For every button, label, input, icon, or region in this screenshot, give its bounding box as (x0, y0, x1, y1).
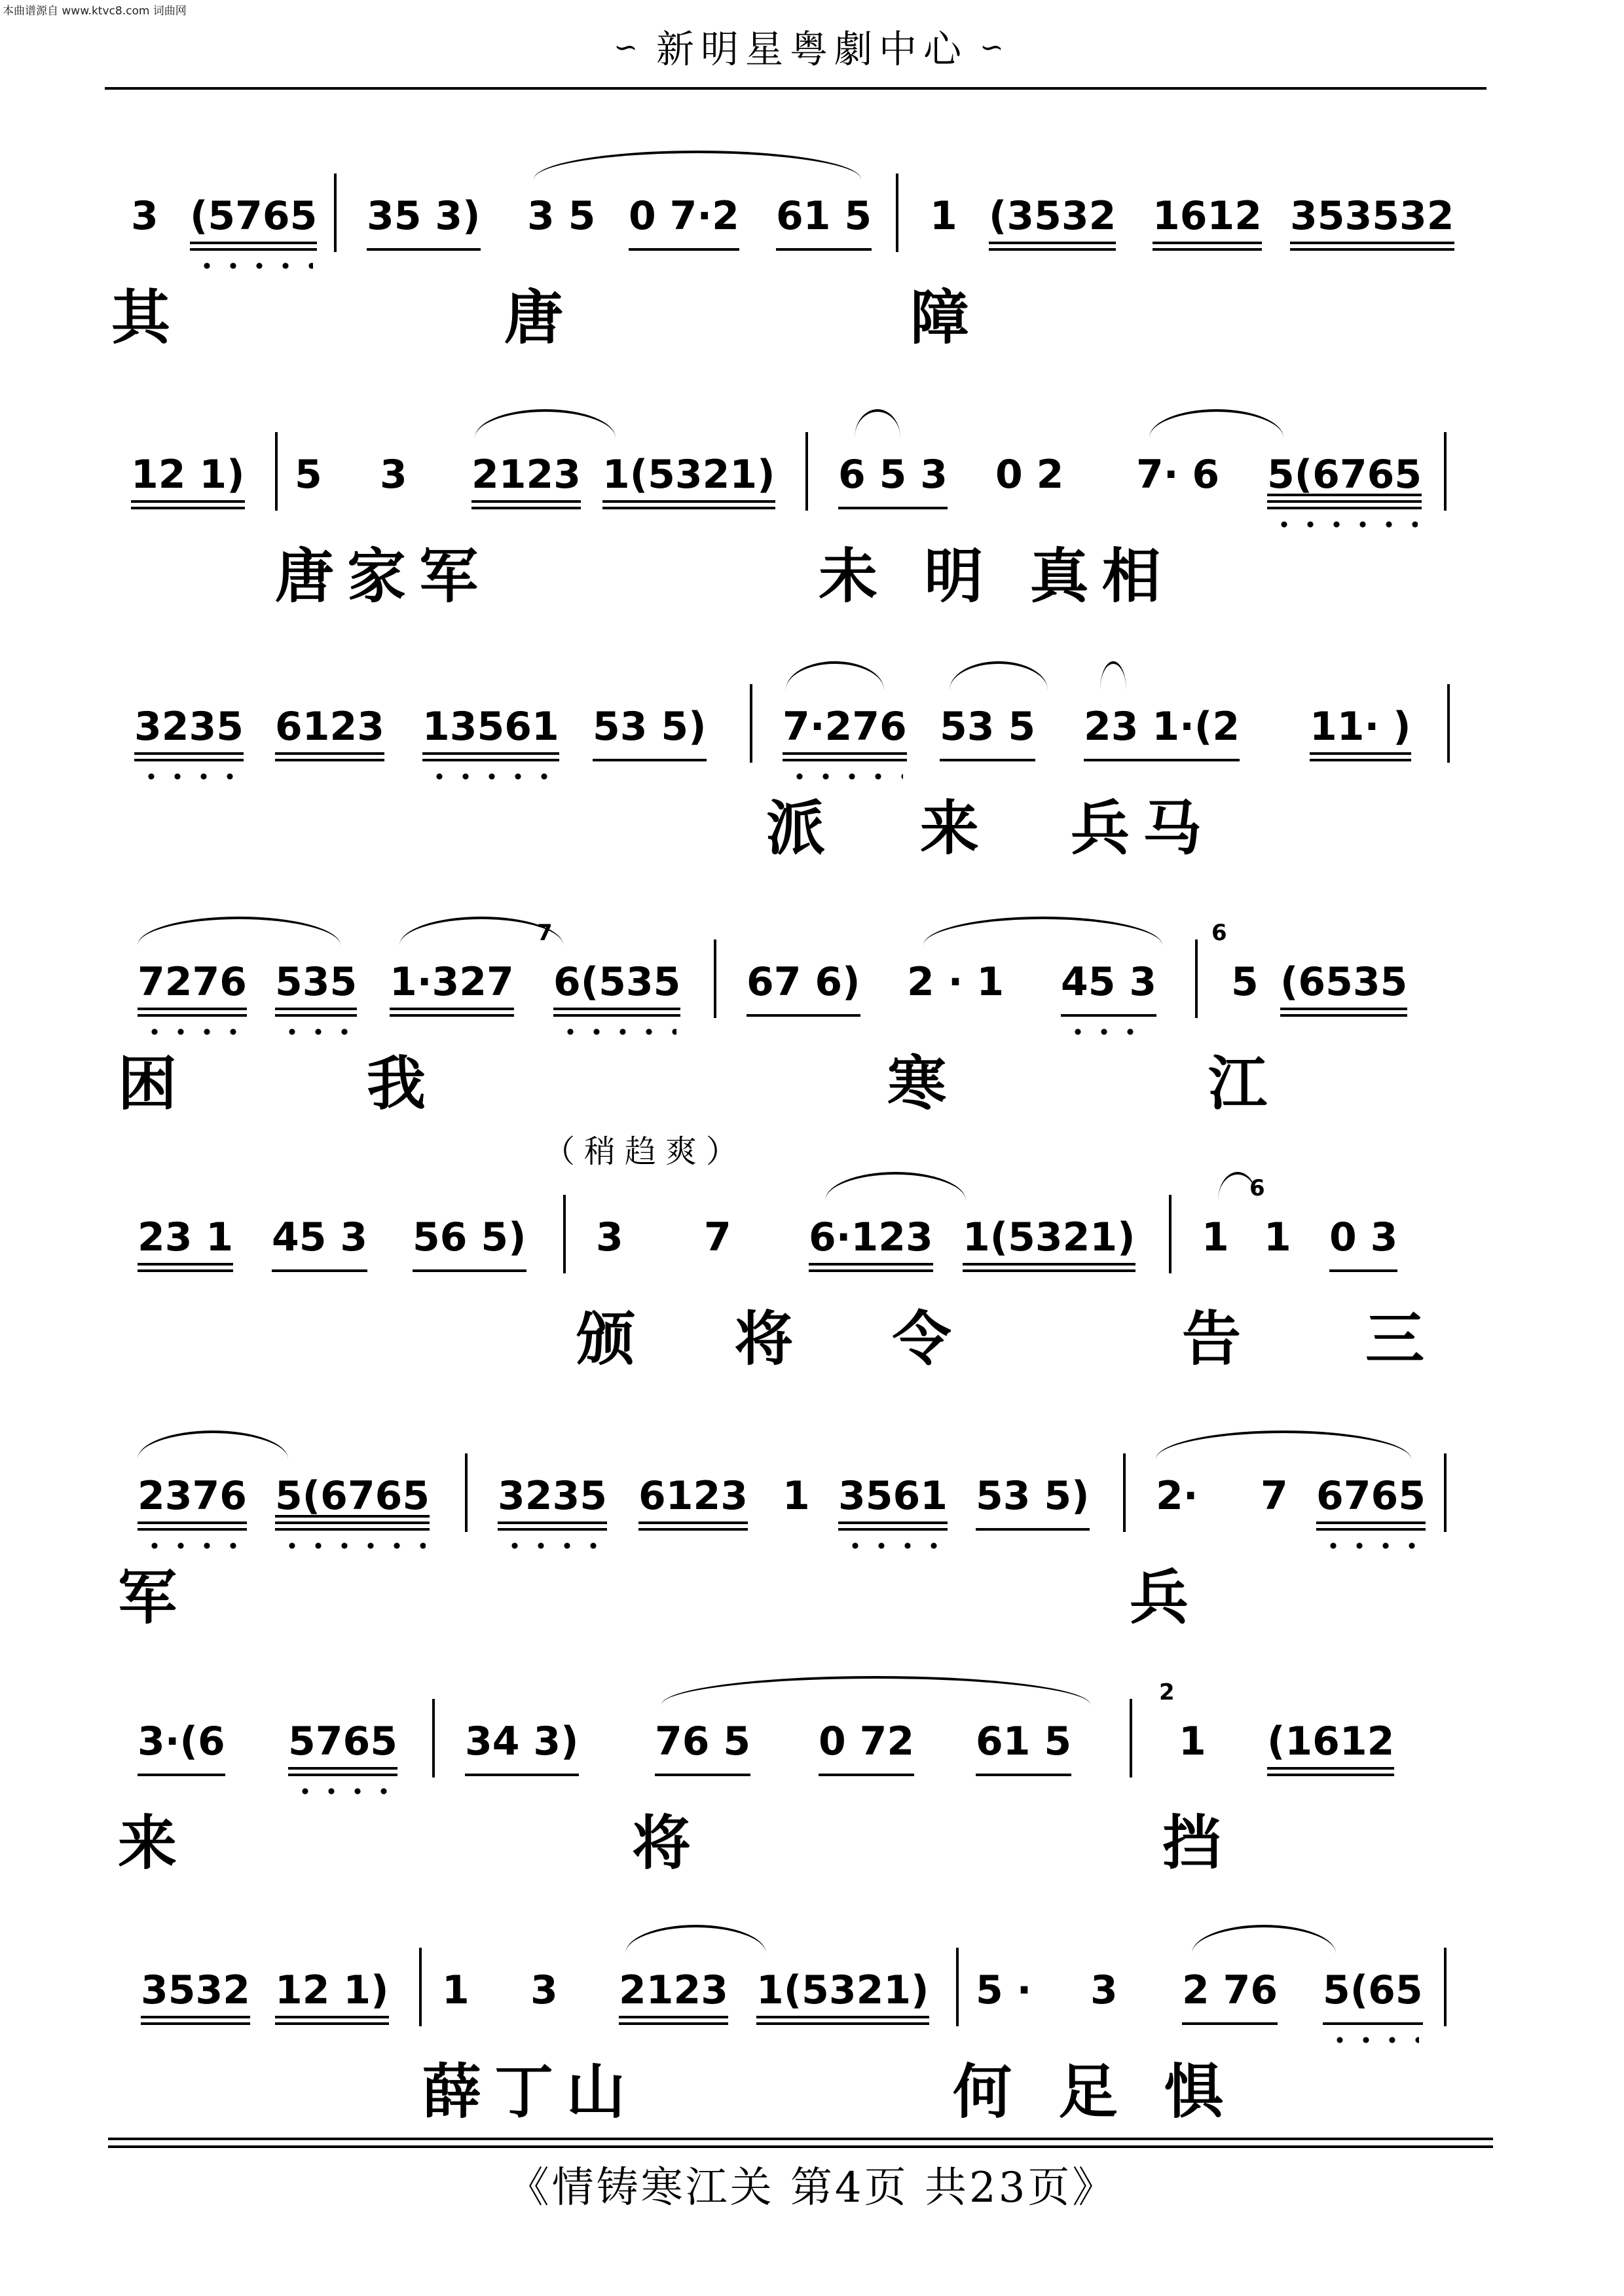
note-group: 7· 6 (1136, 452, 1220, 498)
bar-line (1169, 1195, 1172, 1273)
note-group: 0 3 (1329, 1201, 1397, 1273)
note-group: 3235 (498, 1460, 607, 1532)
note-group: 1(5321) (756, 1954, 929, 2026)
slur (786, 661, 884, 690)
bar-line (896, 173, 898, 252)
note-group: 76 5 (655, 1705, 750, 1777)
note-group: 56 5) (413, 1201, 526, 1273)
tempo-mark: （稍趋爽） (544, 1133, 747, 1170)
staff-4 (0, 920, 1624, 1142)
lyric: 告 (1182, 1304, 1241, 1374)
note-group: 1 (930, 193, 957, 239)
note-group: 5 (1231, 959, 1259, 1005)
staff-6 (0, 1460, 1624, 1656)
slur (950, 661, 1048, 690)
lyric: 将 (632, 1808, 691, 1878)
bar-line (1444, 432, 1447, 511)
lyric: 唐家军 (275, 541, 491, 611)
bar-line (1444, 1453, 1447, 1532)
note-group: 1 (1179, 1719, 1206, 1764)
note-group: 3235 (134, 691, 244, 763)
note-group: (5765 (190, 180, 317, 252)
note-group: 7·276 (783, 691, 907, 763)
lyric: 寒 (887, 1049, 946, 1118)
bar-line (1447, 684, 1450, 763)
slur (1192, 1925, 1336, 1954)
lyric: 颁 将 令 (576, 1304, 991, 1374)
note-group: 1(5321) (602, 439, 775, 511)
note-group: 3532 (141, 1954, 250, 2026)
staff-3 (0, 691, 1624, 887)
footer-rule (108, 2145, 1493, 2148)
lyric: 三 (1365, 1304, 1424, 1374)
note-group: (1612 (1267, 1705, 1394, 1777)
lyric: 何 足 惧 (953, 2057, 1236, 2126)
note-group: 6 5 3 (838, 439, 948, 511)
note-group: 1 (1202, 1214, 1229, 1260)
slur (138, 917, 341, 945)
page-footer: 《情铸寒江关 第4页 共23页》 (507, 2164, 1117, 2212)
note-group: (3532 (989, 180, 1116, 252)
footer-rule (108, 2138, 1493, 2140)
note-group: 7 (1261, 1473, 1288, 1519)
slur (661, 1676, 1090, 1705)
note-group: 12 1) (131, 439, 245, 511)
note-group: 61 5 (976, 1705, 1071, 1777)
note-group: 535 (275, 946, 357, 1018)
note-group: 61 5 (776, 180, 872, 252)
lyric: 未 明 真相 (819, 541, 1174, 611)
slur (1156, 1430, 1411, 1459)
lyric: 江 (1208, 1049, 1267, 1118)
note-group: 5 · (976, 1967, 1032, 2013)
note-group: 11· ) (1310, 691, 1411, 763)
slur (138, 1430, 288, 1459)
note-group: 6(535 (553, 946, 680, 1018)
note-group: 6123 (638, 1460, 748, 1532)
slur (625, 1925, 766, 1954)
note-group: 1·327 (390, 946, 514, 1018)
note-group: 0 2 (995, 452, 1064, 498)
slur (1100, 661, 1126, 690)
note-group: 2376 (138, 1460, 247, 1532)
slur (1149, 409, 1283, 438)
note-group: 23 1·(2 (1084, 691, 1240, 763)
lyric: 军 (118, 1563, 177, 1632)
note-group: 3 (1090, 1967, 1118, 2013)
header-rule (105, 87, 1486, 90)
lyric: 兵马 (1071, 793, 1215, 863)
note-group: 2123 (619, 1954, 728, 2026)
bar-line (275, 432, 278, 511)
note-group: 0 7·2 (629, 180, 739, 252)
note-group: 53 5) (976, 1460, 1090, 1532)
lyric: 来 (920, 793, 979, 863)
note-group: 67 6) (747, 946, 860, 1018)
note-group: 3 5 (527, 193, 596, 239)
staff-5 (0, 1175, 1624, 1398)
bar-line (1444, 1948, 1447, 2026)
lyric: 兵 (1130, 1563, 1189, 1632)
note-group: (6535 (1280, 946, 1407, 1018)
staff-7 (0, 1679, 1624, 1902)
note-group: 34 3) (465, 1705, 579, 1777)
note-group: 35 3) (367, 180, 481, 252)
note-group: 7 (704, 1214, 731, 1260)
note-group: 2· (1156, 1473, 1198, 1519)
bar-line (1195, 939, 1198, 1018)
note-group: 0 72 (819, 1705, 914, 1777)
note-group: 53 5 (940, 691, 1035, 763)
note-group: 6765 (1316, 1460, 1426, 1532)
note-group: 1(5321) (963, 1201, 1135, 1273)
note-group: 5765 (288, 1705, 397, 1777)
lyric: 挡 (1162, 1808, 1221, 1878)
note-group: 13561 (422, 691, 559, 763)
note-group: 23 1 (138, 1201, 233, 1273)
note-group: 1 (442, 1967, 470, 2013)
note-group: 6·123 (809, 1201, 933, 1273)
lyric: 薛丁山 (422, 2057, 638, 2126)
lyric: 其 (111, 283, 170, 352)
note-group: 45 3 (1061, 946, 1156, 1018)
note-group: 5(65 (1323, 1954, 1423, 2026)
note-group: 3·(6 (138, 1705, 225, 1777)
note-group: 1 (1264, 1214, 1291, 1260)
bar-line (432, 1699, 435, 1777)
slur (923, 917, 1162, 945)
note-group: 3 (380, 452, 407, 498)
bar-line (465, 1453, 468, 1532)
lyric: 唐 (504, 283, 563, 352)
note-group: 45 3 (272, 1201, 367, 1273)
grace-note: 7 (537, 920, 553, 946)
note-group: 6123 (275, 691, 384, 763)
slur (825, 1172, 966, 1201)
lyric: 障 (910, 283, 969, 352)
staff-2 (0, 439, 1624, 635)
slur (855, 409, 900, 438)
source-watermark: 本曲谱源自 www.ktvc8.com 词曲网 (3, 5, 187, 18)
note-group: 1612 (1153, 180, 1262, 252)
note-group: 3 (530, 1967, 558, 2013)
note-group: 2123 (471, 439, 581, 511)
note-group: 7276 (138, 946, 247, 1018)
note-group: 3 (596, 1214, 623, 1260)
left-ornament-icon: ∽ (614, 31, 644, 64)
page-header (0, 18, 1624, 73)
header-title: 新明星粤劇中心 (655, 27, 968, 71)
note-group: 53 5) (593, 691, 707, 763)
note-group: 5 (295, 452, 322, 498)
note-group: 12 1) (275, 1954, 389, 2026)
right-ornament-icon: ∽ (980, 31, 1010, 64)
lyric: 派 (766, 793, 825, 863)
note-group: 3 (131, 193, 158, 239)
bar-line (750, 684, 752, 763)
bar-line (805, 432, 808, 511)
slur (534, 151, 861, 179)
lyric: 困 (118, 1049, 177, 1118)
staff-1 (0, 180, 1624, 376)
note-group: 353532 (1290, 180, 1454, 252)
bar-line (1123, 1453, 1126, 1532)
grace-note: 6 (1211, 920, 1227, 946)
note-group: 5(6765 (275, 1460, 430, 1532)
bar-line (956, 1948, 959, 2026)
bar-line (334, 173, 337, 252)
lyric: 我 (367, 1049, 426, 1118)
slur (475, 409, 616, 438)
note-group: 5(6765 (1267, 439, 1422, 511)
grace-note: 6 (1249, 1175, 1265, 1201)
note-group: 2 76 (1182, 1954, 1278, 2026)
lyric: 来 (118, 1808, 177, 1878)
bar-line (714, 939, 716, 1018)
bar-line (563, 1195, 566, 1273)
staff-8 (0, 1954, 1624, 2151)
bar-line (419, 1948, 422, 2026)
grace-note: 2 (1159, 1679, 1175, 1705)
note-group: 1 (783, 1473, 810, 1519)
note-group: 3561 (838, 1460, 948, 1532)
bar-line (1130, 1699, 1132, 1777)
note-group: 2 · 1 (907, 959, 1005, 1005)
